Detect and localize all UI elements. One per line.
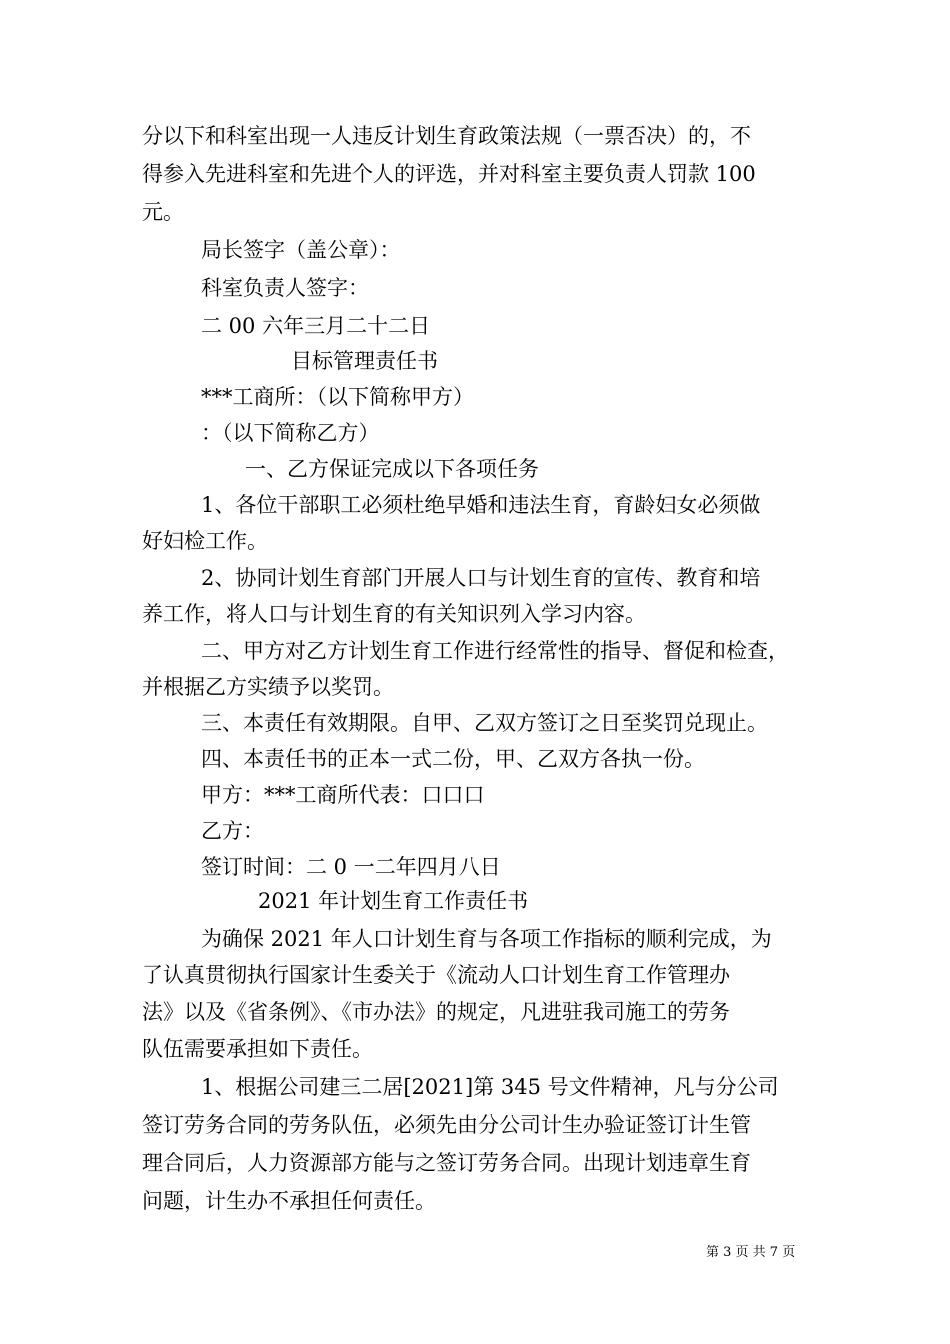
body-line: 问题，计生办不承担任何责任。 xyxy=(142,1189,436,1213)
body-line: 并根据乙方实绩予以奖罚。 xyxy=(142,675,394,699)
date-line: 二 00 六年三月二十二日 xyxy=(201,314,431,338)
clause-heading: 一、乙方保证完成以下各项任务 xyxy=(245,457,539,481)
body-line: 签订劳务合同的劳务队伍，必须先由分公司计生办验证签订计生管 xyxy=(142,1113,751,1137)
section-title: 目标管理责任书 xyxy=(291,349,438,373)
body-line: 1、根据公司建三二居[2021]第 345 号文件精神，凡与分公司 xyxy=(201,1075,779,1099)
body-line: 分以下和科室出现一人违反计划生育政策法规（一票否决）的，不 xyxy=(142,124,751,148)
body-line: 法》以及《省条例》、《市办法》的规定，凡进驻我司施工的劳务 xyxy=(142,1000,730,1024)
signing-date: 签订时间：二 0 一二年四月八日 xyxy=(201,855,501,879)
body-line: 得参入先进科室和先进个人的评选，并对科室主要负责人罚款 100 xyxy=(142,162,756,186)
party-b-signature: 乙方： xyxy=(201,819,264,843)
body-line: 了认真贯彻执行国家计生委关于《流动人口计划生育工作管理办 xyxy=(142,963,730,987)
body-line: 2、协同计划生育部门开展人口与计划生育的宣传、教育和培 xyxy=(201,566,761,590)
body-line: 元。 xyxy=(142,200,184,224)
party-a-line: ***工商所：（以下简称甲方） xyxy=(201,385,474,409)
signature-line-section-head: 科室负责人签字： xyxy=(201,276,369,300)
signature-line-director: 局长签字（盖公章）： xyxy=(201,238,401,262)
body-line: 队伍需要承担如下责任。 xyxy=(142,1037,373,1061)
section-title: 2021 年计划生育工作责任书 xyxy=(258,889,529,913)
body-line: 四、本责任书的正本一式二份，甲、乙双方各执一份。 xyxy=(201,747,705,771)
party-a-signature: 甲方：***工商所代表：口口口 xyxy=(201,783,485,807)
body-line: 1、各位干部职工必须杜绝早婚和违法生育，育龄妇女必须做 xyxy=(201,493,761,517)
page-number: 第 3 页 共 7 页 xyxy=(706,1245,796,1260)
body-line: 好妇检工作。 xyxy=(142,529,268,553)
party-b-line: ：（以下简称乙方） xyxy=(201,421,380,445)
body-line: 理合同后，人力资源部方能与之签订劳务合同。出现计划违章生育 xyxy=(142,1151,751,1175)
body-line: 三、本责任有效期限。自甲、乙双方签订之日至奖罚兑现止。 xyxy=(201,711,768,735)
body-line: 为确保 2021 年人口计划生育与各项工作指标的顺利完成，为 xyxy=(201,927,772,951)
body-line: 养工作，将人口与计划生育的有关知识列入学习内容。 xyxy=(142,602,646,626)
body-line: 二、甲方对乙方计划生育工作进行经常性的指导、督促和检查， xyxy=(201,639,789,663)
